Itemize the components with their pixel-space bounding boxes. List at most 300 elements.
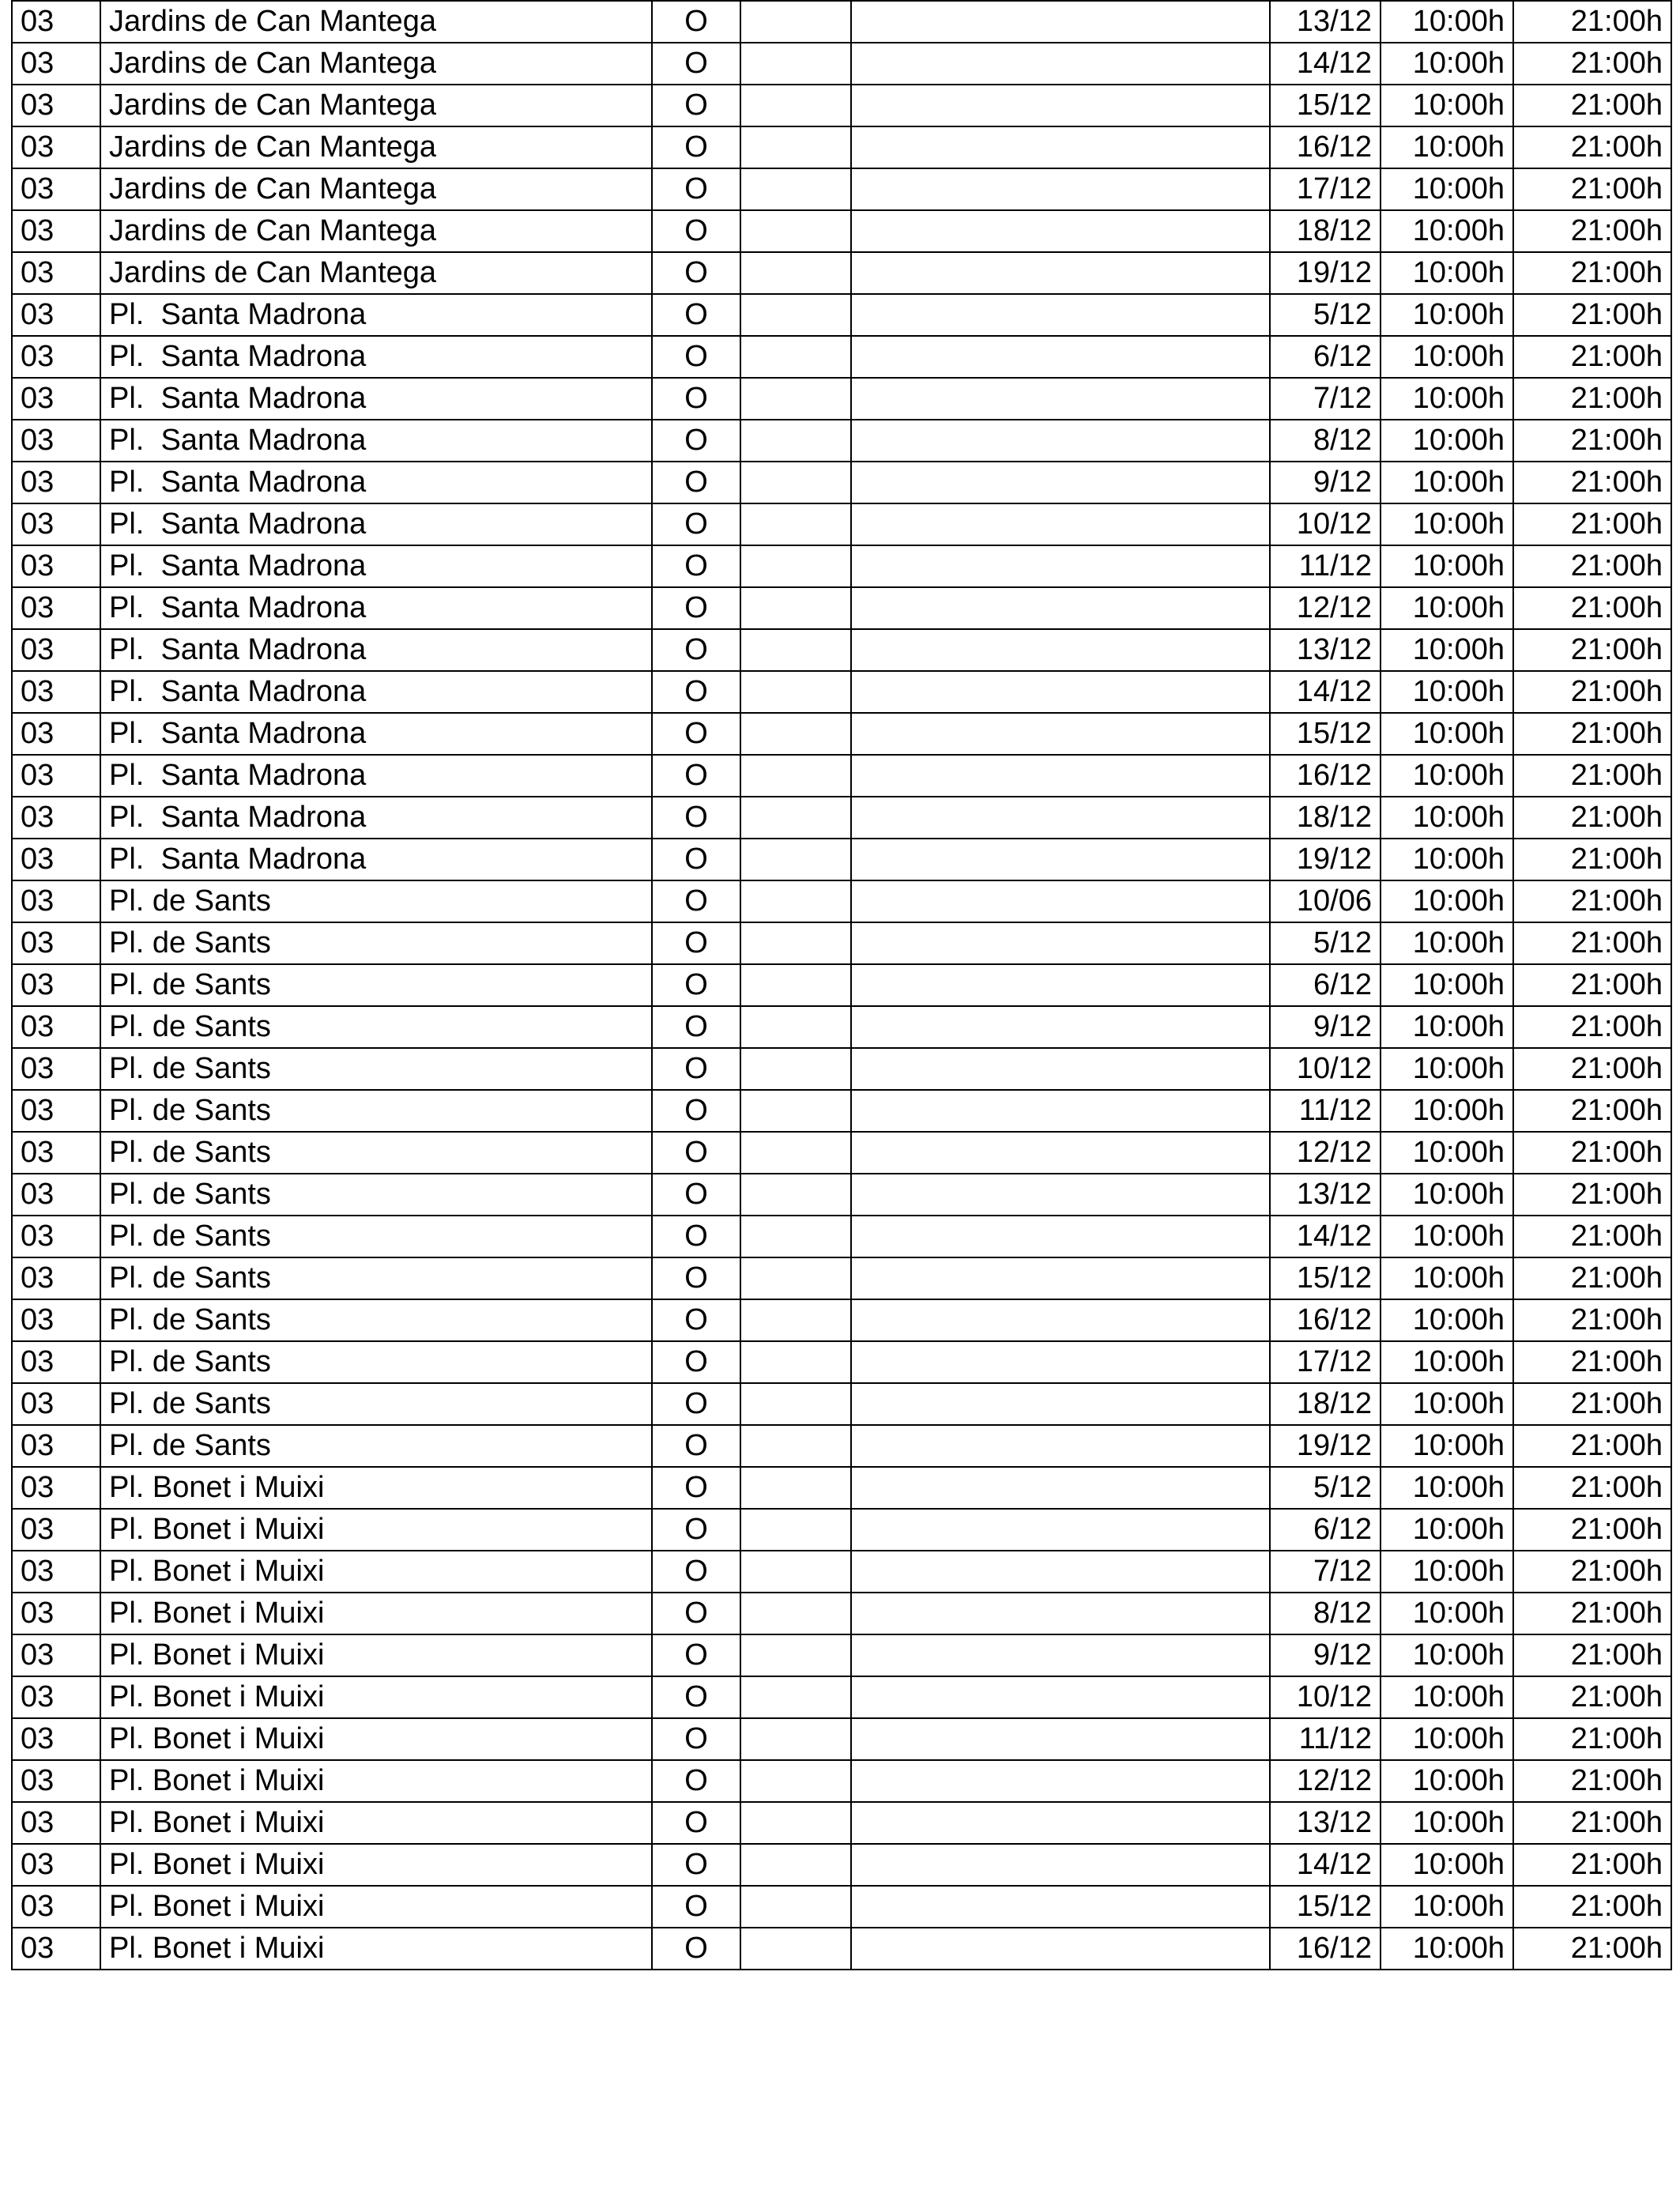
extra-cell-b <box>851 1257 1270 1299</box>
date-cell: 13/12 <box>1270 1 1381 43</box>
end-time-cell: 21:00h <box>1513 1844 1671 1886</box>
type-cell: O <box>652 252 740 294</box>
type-cell: O <box>652 1048 740 1090</box>
extra-cell-a <box>740 85 851 126</box>
table-row <box>12 1802 1671 1844</box>
extra-cell-a <box>740 671 851 713</box>
extra-cell-a <box>740 587 851 629</box>
start-time-cell: 10:00h <box>1381 671 1513 713</box>
extra-cell-a <box>740 378 851 420</box>
extra-cell-b <box>851 1593 1270 1634</box>
location-cell: Pl. de Sants <box>100 922 652 964</box>
schedule-table <box>11 0 1672 1970</box>
type-cell: O <box>652 1718 740 1760</box>
district-cell: 03 <box>12 839 100 880</box>
district-cell: 03 <box>12 1551 100 1593</box>
type-cell: O <box>652 922 740 964</box>
location-cell: Pl. Bonet i Muixi <box>100 1551 652 1593</box>
extra-cell-b <box>851 755 1270 797</box>
location-cell: Jardins de Can Mantega <box>100 126 652 168</box>
type-cell: O <box>652 1257 740 1299</box>
end-time-cell: 21:00h <box>1513 85 1671 126</box>
end-time-cell: 21:00h <box>1513 1048 1671 1090</box>
start-time-cell: 10:00h <box>1381 1048 1513 1090</box>
date-cell: 6/12 <box>1270 964 1381 1006</box>
end-time-cell: 21:00h <box>1513 545 1671 587</box>
start-time-cell: 10:00h <box>1381 1257 1513 1299</box>
type-cell: O <box>652 1886 740 1928</box>
extra-cell-b <box>851 797 1270 839</box>
location-cell: Pl. de Sants <box>100 1132 652 1174</box>
start-time-cell: 10:00h <box>1381 1174 1513 1216</box>
location-cell: Pl. Bonet i Muixi <box>100 1886 652 1928</box>
district-cell: 03 <box>12 1886 100 1928</box>
extra-cell-a <box>740 294 851 336</box>
date-cell: 9/12 <box>1270 1006 1381 1048</box>
table-row <box>12 1509 1671 1551</box>
date-cell: 11/12 <box>1270 1090 1381 1132</box>
start-time-cell: 10:00h <box>1381 503 1513 545</box>
table-row <box>12 1174 1671 1216</box>
end-time-cell: 21:00h <box>1513 922 1671 964</box>
extra-cell-a <box>740 252 851 294</box>
date-cell: 9/12 <box>1270 1634 1381 1676</box>
extra-cell-a <box>740 1174 851 1216</box>
location-cell: Pl. Santa Madrona <box>100 713 652 755</box>
location-cell: Pl. Bonet i Muixi <box>100 1467 652 1509</box>
table-row <box>12 1760 1671 1802</box>
date-cell: 11/12 <box>1270 1718 1381 1760</box>
location-cell: Pl. de Sants <box>100 1257 652 1299</box>
district-cell: 03 <box>12 1634 100 1676</box>
date-cell: 15/12 <box>1270 1257 1381 1299</box>
extra-cell-a <box>740 713 851 755</box>
type-cell: O <box>652 294 740 336</box>
type-cell: O <box>652 880 740 922</box>
type-cell: O <box>652 210 740 252</box>
type-cell: O <box>652 43 740 85</box>
end-time-cell: 21:00h <box>1513 1425 1671 1467</box>
date-cell: 18/12 <box>1270 1383 1381 1425</box>
type-cell: O <box>652 1844 740 1886</box>
start-time-cell: 10:00h <box>1381 1844 1513 1886</box>
start-time-cell: 10:00h <box>1381 1132 1513 1174</box>
district-cell: 03 <box>12 587 100 629</box>
date-cell: 11/12 <box>1270 545 1381 587</box>
type-cell: O <box>652 1760 740 1802</box>
table-row <box>12 126 1671 168</box>
extra-cell-b <box>851 545 1270 587</box>
location-cell: Pl. Santa Madrona <box>100 545 652 587</box>
end-time-cell: 21:00h <box>1513 755 1671 797</box>
extra-cell-a <box>740 1090 851 1132</box>
type-cell: O <box>652 126 740 168</box>
table-row <box>12 922 1671 964</box>
district-cell: 03 <box>12 503 100 545</box>
extra-cell-a <box>740 1886 851 1928</box>
extra-cell-b <box>851 1425 1270 1467</box>
extra-cell-a <box>740 880 851 922</box>
start-time-cell: 10:00h <box>1381 43 1513 85</box>
extra-cell-a <box>740 126 851 168</box>
district-cell: 03 <box>12 1760 100 1802</box>
date-cell: 5/12 <box>1270 1467 1381 1509</box>
date-cell: 12/12 <box>1270 1132 1381 1174</box>
extra-cell-a <box>740 1467 851 1509</box>
start-time-cell: 10:00h <box>1381 1006 1513 1048</box>
extra-cell-a <box>740 1760 851 1802</box>
date-cell: 19/12 <box>1270 252 1381 294</box>
date-cell: 10/12 <box>1270 503 1381 545</box>
start-time-cell: 10:00h <box>1381 1551 1513 1593</box>
start-time-cell: 10:00h <box>1381 713 1513 755</box>
table-row <box>12 1006 1671 1048</box>
extra-cell-b <box>851 922 1270 964</box>
extra-cell-b <box>851 1844 1270 1886</box>
start-time-cell: 10:00h <box>1381 880 1513 922</box>
table-row <box>12 1886 1671 1928</box>
table-row <box>12 1425 1671 1467</box>
date-cell: 16/12 <box>1270 1299 1381 1341</box>
type-cell: O <box>652 713 740 755</box>
type-cell: O <box>652 1928 740 1970</box>
end-time-cell: 21:00h <box>1513 252 1671 294</box>
extra-cell-a <box>740 922 851 964</box>
location-cell: Pl. de Sants <box>100 1006 652 1048</box>
end-time-cell: 21:00h <box>1513 1509 1671 1551</box>
table-row <box>12 713 1671 755</box>
end-time-cell: 21:00h <box>1513 1257 1671 1299</box>
table-row <box>12 671 1671 713</box>
extra-cell-a <box>740 503 851 545</box>
type-cell: O <box>652 964 740 1006</box>
date-cell: 10/06 <box>1270 880 1381 922</box>
table-row <box>12 1593 1671 1634</box>
district-cell: 03 <box>12 168 100 210</box>
type-cell: O <box>652 1551 740 1593</box>
district-cell: 03 <box>12 755 100 797</box>
type-cell: O <box>652 336 740 378</box>
extra-cell-b <box>851 1383 1270 1425</box>
table-row <box>12 1383 1671 1425</box>
extra-cell-b <box>851 1048 1270 1090</box>
extra-cell-a <box>740 43 851 85</box>
extra-cell-b <box>851 1509 1270 1551</box>
start-time-cell: 10:00h <box>1381 964 1513 1006</box>
type-cell: O <box>652 462 740 503</box>
end-time-cell: 21:00h <box>1513 1299 1671 1341</box>
date-cell: 19/12 <box>1270 1425 1381 1467</box>
extra-cell-b <box>851 839 1270 880</box>
extra-cell-a <box>740 1383 851 1425</box>
end-time-cell: 21:00h <box>1513 168 1671 210</box>
type-cell: O <box>652 1 740 43</box>
table-row <box>12 43 1671 85</box>
type-cell: O <box>652 1006 740 1048</box>
extra-cell-b <box>851 1006 1270 1048</box>
type-cell: O <box>652 1299 740 1341</box>
date-cell: 8/12 <box>1270 420 1381 462</box>
table-row <box>12 880 1671 922</box>
extra-cell-a <box>740 1634 851 1676</box>
extra-cell-a <box>740 839 851 880</box>
date-cell: 13/12 <box>1270 1802 1381 1844</box>
end-time-cell: 21:00h <box>1513 294 1671 336</box>
start-time-cell: 10:00h <box>1381 545 1513 587</box>
date-cell: 12/12 <box>1270 1760 1381 1802</box>
start-time-cell: 10:00h <box>1381 252 1513 294</box>
extra-cell-b <box>851 964 1270 1006</box>
extra-cell-b <box>851 713 1270 755</box>
table-row <box>12 587 1671 629</box>
district-cell: 03 <box>12 1928 100 1970</box>
start-time-cell: 10:00h <box>1381 922 1513 964</box>
extra-cell-b <box>851 1467 1270 1509</box>
extra-cell-b <box>851 126 1270 168</box>
extra-cell-a <box>740 797 851 839</box>
location-cell: Pl. Bonet i Muixi <box>100 1760 652 1802</box>
end-time-cell: 21:00h <box>1513 629 1671 671</box>
type-cell: O <box>652 1216 740 1257</box>
district-cell: 03 <box>12 126 100 168</box>
location-cell: Pl. de Sants <box>100 1048 652 1090</box>
extra-cell-b <box>851 1802 1270 1844</box>
extra-cell-a <box>740 1006 851 1048</box>
end-time-cell: 21:00h <box>1513 503 1671 545</box>
start-time-cell: 10:00h <box>1381 1425 1513 1467</box>
start-time-cell: 10:00h <box>1381 839 1513 880</box>
type-cell: O <box>652 545 740 587</box>
extra-cell-a <box>740 1718 851 1760</box>
date-cell: 10/12 <box>1270 1048 1381 1090</box>
date-cell: 8/12 <box>1270 1593 1381 1634</box>
district-cell: 03 <box>12 880 100 922</box>
district-cell: 03 <box>12 1467 100 1509</box>
type-cell: O <box>652 1132 740 1174</box>
table-row <box>12 1257 1671 1299</box>
table-row <box>12 210 1671 252</box>
table-row <box>12 1551 1671 1593</box>
end-time-cell: 21:00h <box>1513 1090 1671 1132</box>
extra-cell-a <box>740 629 851 671</box>
start-time-cell: 10:00h <box>1381 378 1513 420</box>
extra-cell-b <box>851 587 1270 629</box>
location-cell: Pl. Bonet i Muixi <box>100 1928 652 1970</box>
start-time-cell: 10:00h <box>1381 1886 1513 1928</box>
start-time-cell: 10:00h <box>1381 1216 1513 1257</box>
location-cell: Pl. Bonet i Muixi <box>100 1718 652 1760</box>
end-time-cell: 21:00h <box>1513 462 1671 503</box>
table-row <box>12 336 1671 378</box>
table-row <box>12 964 1671 1006</box>
district-cell: 03 <box>12 336 100 378</box>
district-cell: 03 <box>12 1425 100 1467</box>
end-time-cell: 21:00h <box>1513 210 1671 252</box>
location-cell: Pl. Bonet i Muixi <box>100 1676 652 1718</box>
location-cell: Pl. Bonet i Muixi <box>100 1509 652 1551</box>
end-time-cell: 21:00h <box>1513 1006 1671 1048</box>
start-time-cell: 10:00h <box>1381 1593 1513 1634</box>
table-row <box>12 1 1671 43</box>
location-cell: Pl. de Sants <box>100 1383 652 1425</box>
location-cell: Pl. Santa Madrona <box>100 462 652 503</box>
type-cell: O <box>652 671 740 713</box>
end-time-cell: 21:00h <box>1513 1676 1671 1718</box>
district-cell: 03 <box>12 462 100 503</box>
type-cell: O <box>652 1467 740 1509</box>
start-time-cell: 10:00h <box>1381 1802 1513 1844</box>
district-cell: 03 <box>12 1844 100 1886</box>
extra-cell-b <box>851 880 1270 922</box>
date-cell: 16/12 <box>1270 1928 1381 1970</box>
schedule-table-body <box>12 1 1671 1970</box>
end-time-cell: 21:00h <box>1513 1802 1671 1844</box>
location-cell: Pl. Santa Madrona <box>100 629 652 671</box>
table-row <box>12 1718 1671 1760</box>
location-cell: Pl. de Sants <box>100 1216 652 1257</box>
district-cell: 03 <box>12 1383 100 1425</box>
date-cell: 15/12 <box>1270 713 1381 755</box>
end-time-cell: 21:00h <box>1513 964 1671 1006</box>
start-time-cell: 10:00h <box>1381 1509 1513 1551</box>
table-row <box>12 755 1671 797</box>
district-cell: 03 <box>12 85 100 126</box>
location-cell: Jardins de Can Mantega <box>100 252 652 294</box>
date-cell: 18/12 <box>1270 210 1381 252</box>
location-cell: Jardins de Can Mantega <box>100 43 652 85</box>
start-time-cell: 10:00h <box>1381 462 1513 503</box>
date-cell: 10/12 <box>1270 1676 1381 1718</box>
table-row <box>12 1341 1671 1383</box>
start-time-cell: 10:00h <box>1381 1928 1513 1970</box>
start-time-cell: 10:00h <box>1381 1760 1513 1802</box>
table-row <box>12 1634 1671 1676</box>
extra-cell-a <box>740 462 851 503</box>
date-cell: 9/12 <box>1270 462 1381 503</box>
type-cell: O <box>652 1634 740 1676</box>
start-time-cell: 10:00h <box>1381 85 1513 126</box>
district-cell: 03 <box>12 671 100 713</box>
extra-cell-b <box>851 462 1270 503</box>
end-time-cell: 21:00h <box>1513 1928 1671 1970</box>
start-time-cell: 10:00h <box>1381 420 1513 462</box>
location-cell: Pl. de Sants <box>100 1425 652 1467</box>
table-row <box>12 252 1671 294</box>
table-row <box>12 1090 1671 1132</box>
district-cell: 03 <box>12 1 100 43</box>
extra-cell-a <box>740 168 851 210</box>
date-cell: 5/12 <box>1270 922 1381 964</box>
start-time-cell: 10:00h <box>1381 126 1513 168</box>
district-cell: 03 <box>12 1174 100 1216</box>
extra-cell-a <box>740 1132 851 1174</box>
date-cell: 14/12 <box>1270 43 1381 85</box>
table-row <box>12 545 1671 587</box>
start-time-cell: 10:00h <box>1381 755 1513 797</box>
end-time-cell: 21:00h <box>1513 1467 1671 1509</box>
extra-cell-b <box>851 1 1270 43</box>
extra-cell-b <box>851 43 1270 85</box>
date-cell: 5/12 <box>1270 294 1381 336</box>
end-time-cell: 21:00h <box>1513 1174 1671 1216</box>
end-time-cell: 21:00h <box>1513 880 1671 922</box>
district-cell: 03 <box>12 1006 100 1048</box>
date-cell: 7/12 <box>1270 378 1381 420</box>
start-time-cell: 10:00h <box>1381 294 1513 336</box>
table-row <box>12 503 1671 545</box>
date-cell: 7/12 <box>1270 1551 1381 1593</box>
date-cell: 6/12 <box>1270 1509 1381 1551</box>
district-cell: 03 <box>12 545 100 587</box>
extra-cell-a <box>740 545 851 587</box>
type-cell: O <box>652 839 740 880</box>
extra-cell-b <box>851 1174 1270 1216</box>
table-row <box>12 1676 1671 1718</box>
location-cell: Pl. de Sants <box>100 880 652 922</box>
date-cell: 14/12 <box>1270 671 1381 713</box>
end-time-cell: 21:00h <box>1513 1634 1671 1676</box>
location-cell: Pl. de Sants <box>100 1090 652 1132</box>
table-row <box>12 1216 1671 1257</box>
district-cell: 03 <box>12 378 100 420</box>
start-time-cell: 10:00h <box>1381 168 1513 210</box>
extra-cell-b <box>851 671 1270 713</box>
start-time-cell: 10:00h <box>1381 629 1513 671</box>
start-time-cell: 10:00h <box>1381 1090 1513 1132</box>
location-cell: Pl. Santa Madrona <box>100 503 652 545</box>
district-cell: 03 <box>12 1132 100 1174</box>
extra-cell-b <box>851 503 1270 545</box>
extra-cell-a <box>740 1257 851 1299</box>
end-time-cell: 21:00h <box>1513 1760 1671 1802</box>
district-cell: 03 <box>12 1676 100 1718</box>
extra-cell-a <box>740 1551 851 1593</box>
location-cell: Pl. Bonet i Muixi <box>100 1802 652 1844</box>
location-cell: Jardins de Can Mantega <box>100 1 652 43</box>
start-time-cell: 10:00h <box>1381 1341 1513 1383</box>
start-time-cell: 10:00h <box>1381 1467 1513 1509</box>
extra-cell-b <box>851 168 1270 210</box>
district-cell: 03 <box>12 420 100 462</box>
extra-cell-b <box>851 420 1270 462</box>
extra-cell-b <box>851 1886 1270 1928</box>
location-cell: Pl. Santa Madrona <box>100 839 652 880</box>
extra-cell-b <box>851 210 1270 252</box>
start-time-cell: 10:00h <box>1381 797 1513 839</box>
end-time-cell: 21:00h <box>1513 839 1671 880</box>
extra-cell-a <box>740 1802 851 1844</box>
location-cell: Pl. Bonet i Muixi <box>100 1593 652 1634</box>
table-row <box>12 378 1671 420</box>
type-cell: O <box>652 1425 740 1467</box>
date-cell: 12/12 <box>1270 587 1381 629</box>
table-row <box>12 797 1671 839</box>
extra-cell-a <box>740 420 851 462</box>
table-row <box>12 294 1671 336</box>
type-cell: O <box>652 1509 740 1551</box>
end-time-cell: 21:00h <box>1513 1216 1671 1257</box>
district-cell: 03 <box>12 713 100 755</box>
end-time-cell: 21:00h <box>1513 1 1671 43</box>
type-cell: O <box>652 1341 740 1383</box>
extra-cell-b <box>851 1760 1270 1802</box>
type-cell: O <box>652 629 740 671</box>
end-time-cell: 21:00h <box>1513 420 1671 462</box>
district-cell: 03 <box>12 1048 100 1090</box>
location-cell: Pl. Santa Madrona <box>100 797 652 839</box>
district-cell: 03 <box>12 1341 100 1383</box>
date-cell: 16/12 <box>1270 126 1381 168</box>
